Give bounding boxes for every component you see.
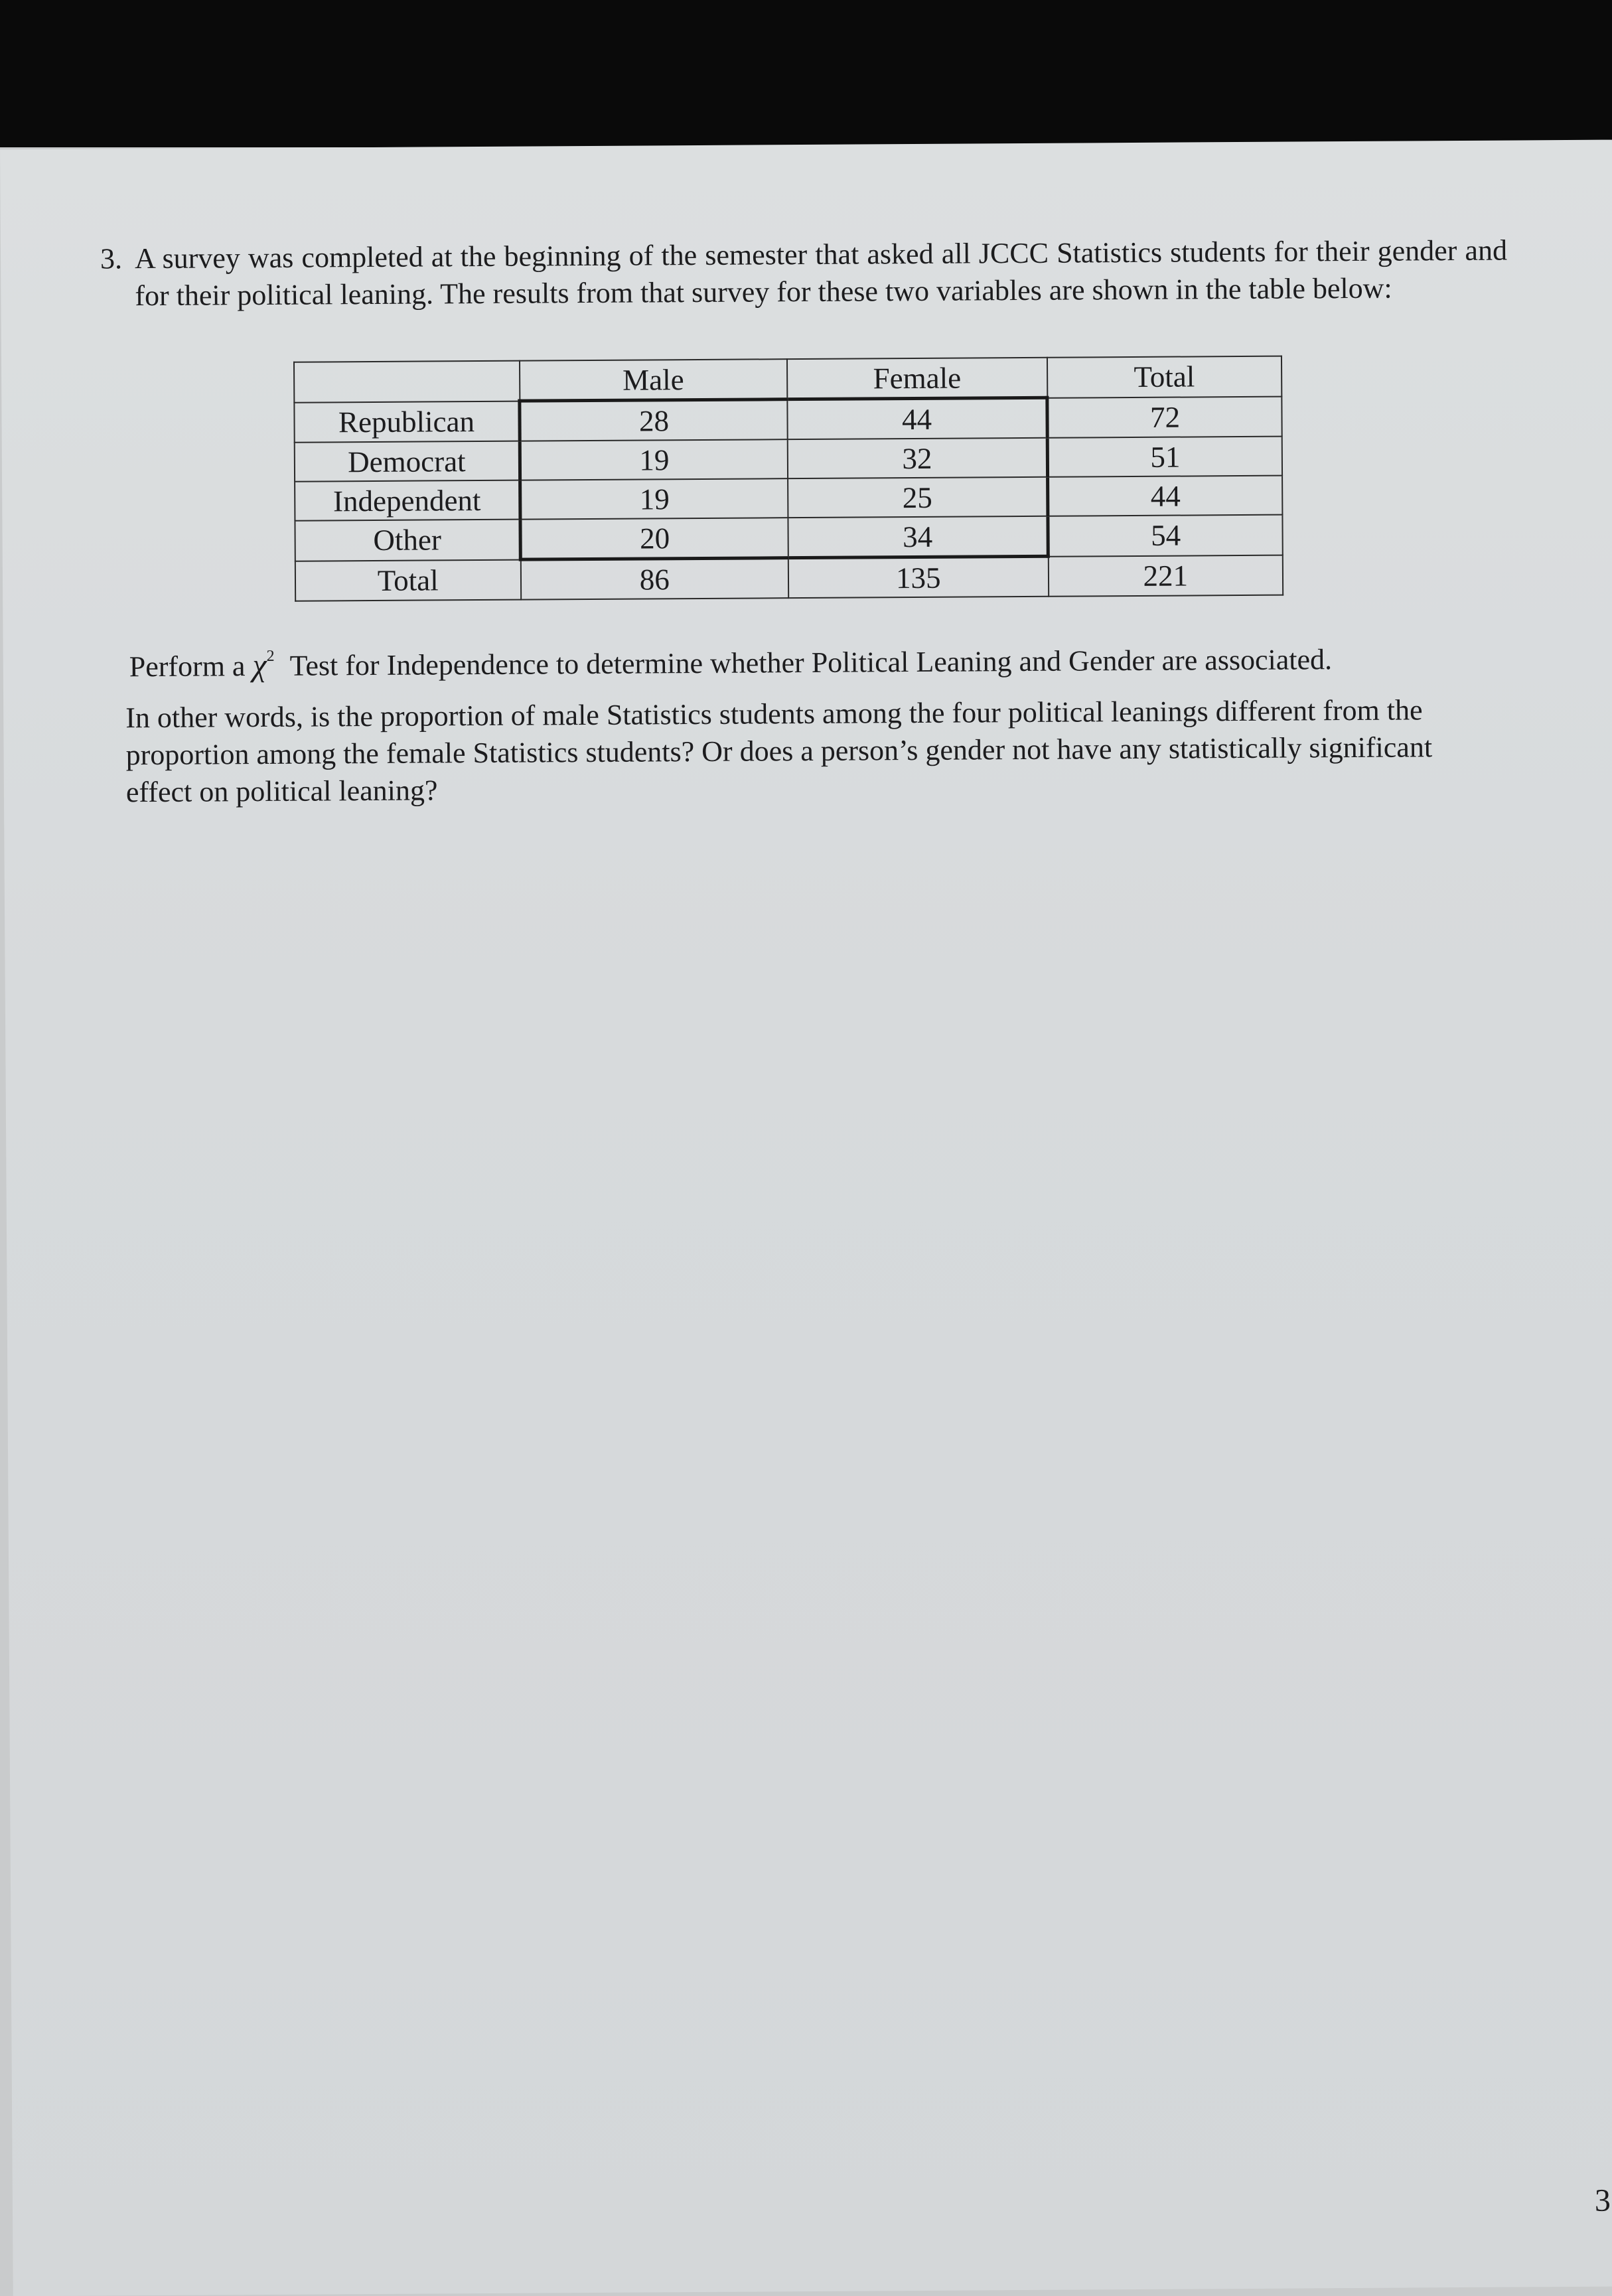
cell-female: 25 <box>788 477 1048 518</box>
table-row <box>295 476 1282 521</box>
header-cell-corner <box>294 361 520 403</box>
total-cell-male: 86 <box>520 558 788 600</box>
cell-female: 44 <box>787 397 1047 439</box>
instruction-after: Test for Independence to determine whether Political Leaning and Gender are associated. <box>289 643 1333 682</box>
dark-background-band <box>0 0 1612 147</box>
row-label: Independent <box>295 480 520 521</box>
header-cell-total: Total <box>1047 356 1282 398</box>
worksheet-page <box>0 140 1612 2296</box>
question-3 <box>100 232 1508 315</box>
cell-total: 44 <box>1048 476 1283 516</box>
cell-male: 20 <box>520 518 788 559</box>
instruction-before: Perform a <box>129 650 246 683</box>
row-label: Other <box>295 520 520 561</box>
row-label: Democrat <box>295 441 520 482</box>
table-header-row <box>294 356 1282 403</box>
header-cell-female: Female <box>787 358 1047 399</box>
contingency-table <box>293 356 1283 602</box>
table-row <box>294 396 1282 443</box>
explanation-paragraph: In other words, is the proportion of male Statistics students among the four political leanings different from the proportion among the female Statistics students? Or does a person’s gender not have any statistically significant effect on political leaning? <box>125 693 1433 809</box>
cell-male: 19 <box>520 478 788 519</box>
instruction-line <box>129 630 1523 685</box>
row-label: Republican <box>294 401 520 443</box>
cell-female: 34 <box>788 516 1048 558</box>
cell-female: 32 <box>788 438 1048 478</box>
cell-total: 54 <box>1048 515 1283 557</box>
page-number: 3 <box>1594 2183 1611 2218</box>
total-cell-female: 135 <box>788 556 1049 598</box>
total-row-label: Total <box>295 559 521 601</box>
cell-total: 51 <box>1047 437 1282 477</box>
chi-symbol: χ <box>252 647 267 683</box>
question-text: A survey was completed at the beginning of the semester that asked all JCCC Statistics students for their gender and for their political leaning. The results from that survey for these two variables are shown in the table below: <box>134 234 1508 313</box>
table-total-row <box>295 555 1283 601</box>
header-cell-male: Male <box>519 359 787 401</box>
table-row <box>295 437 1282 482</box>
chi-superscript: 2 <box>266 647 275 665</box>
cell-male: 28 <box>520 399 788 441</box>
cell-male: 19 <box>520 439 788 480</box>
question-number: 3. <box>100 242 123 275</box>
table-row <box>295 515 1282 561</box>
total-cell-grand: 221 <box>1048 555 1283 597</box>
cell-total: 72 <box>1047 396 1282 438</box>
contingency-table-container <box>293 356 1283 602</box>
